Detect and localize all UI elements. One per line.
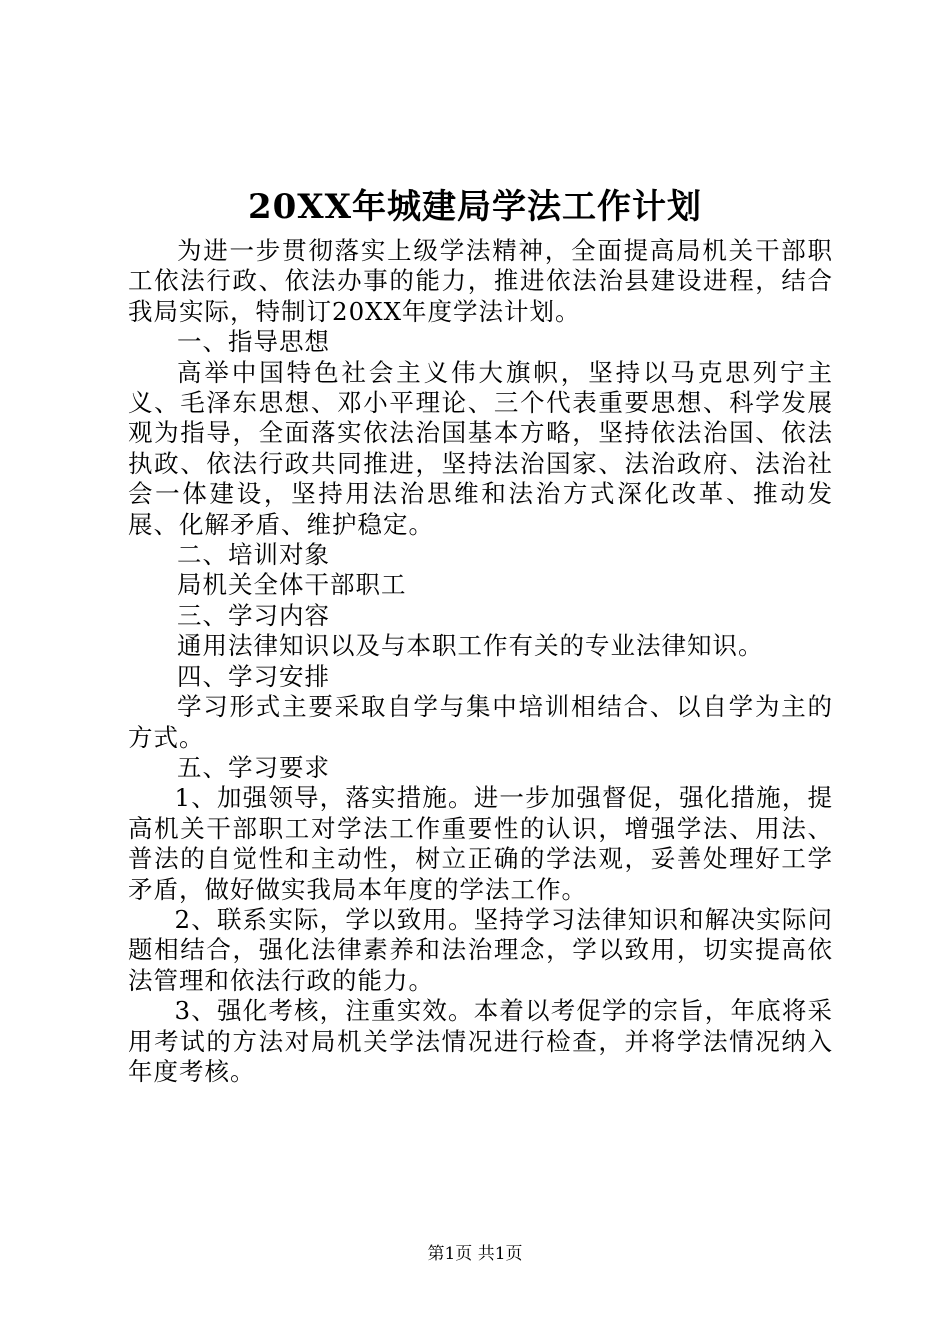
section-heading-study-content: 三、学习内容 — [177, 600, 330, 630]
intro-paragraph: 为进一步贯彻落实上级学法精神，全面提高局机关干部职工依法行政、依法办事的能力，推进依法治县建设进程，结合我局实际，特制订20XX年度学法计划。 — [128, 236, 833, 326]
study-arrangement-paragraph: 学习形式主要采取自学与集中培训相结合、以自学为主的方式。 — [128, 692, 833, 752]
section-heading-guiding-ideology: 一、指导思想 — [177, 327, 330, 357]
section-heading-study-arrangement: 四、学习安排 — [177, 661, 330, 691]
guiding-ideology-paragraph: 高举中国特色社会主义伟大旗帜，坚持以马克思列宁主义、毛泽东思想、邓小平理论、三个代表重要思想、科学发展观为指导，全面落实依法治国基本方略，坚持依法治国、依法执政、依法行政共同推进，坚持法治国家、法治政府、法治社会一体建设，坚持用法治思维和法治方式深化改革、推动发展、化解矛盾、维护稳定。 — [128, 357, 833, 539]
requirement-item-1: 1、加强领导，落实措施。进一步加强督促，强化措施，提高机关干部职工对学法工作重要性的认识，增强学法、用法、普法的自觉性和主动性，树立正确的学法观，妥善处理好工学矛盾，做好做实我局本年度的学法工作。 — [128, 783, 833, 904]
training-target-paragraph: 局机关全体干部职工 — [177, 570, 407, 600]
document-body — [128, 236, 833, 1087]
document-title: 20XX年城建局学法工作计划 — [247, 187, 703, 227]
section-heading-training-target: 二、培训对象 — [177, 540, 330, 570]
requirement-item-2: 2、联系实际，学以致用。坚持学习法律知识和解决实际问题相结合，强化法律素养和法治理念，学以致用，切实提高依法管理和依法行政的能力。 — [128, 904, 833, 995]
study-content-paragraph: 通用法律知识以及与本职工作有关的专业法律知识。 — [177, 631, 764, 661]
section-heading-study-requirements: 五、学习要求 — [177, 752, 330, 782]
page-footer: 第1页 共1页 — [427, 1244, 523, 1264]
requirement-item-3: 3、强化考核，注重实效。本着以考促学的宗旨，年底将采用考试的方法对局机关学法情况进行检查，并将学法情况纳入年度考核。 — [128, 996, 833, 1086]
